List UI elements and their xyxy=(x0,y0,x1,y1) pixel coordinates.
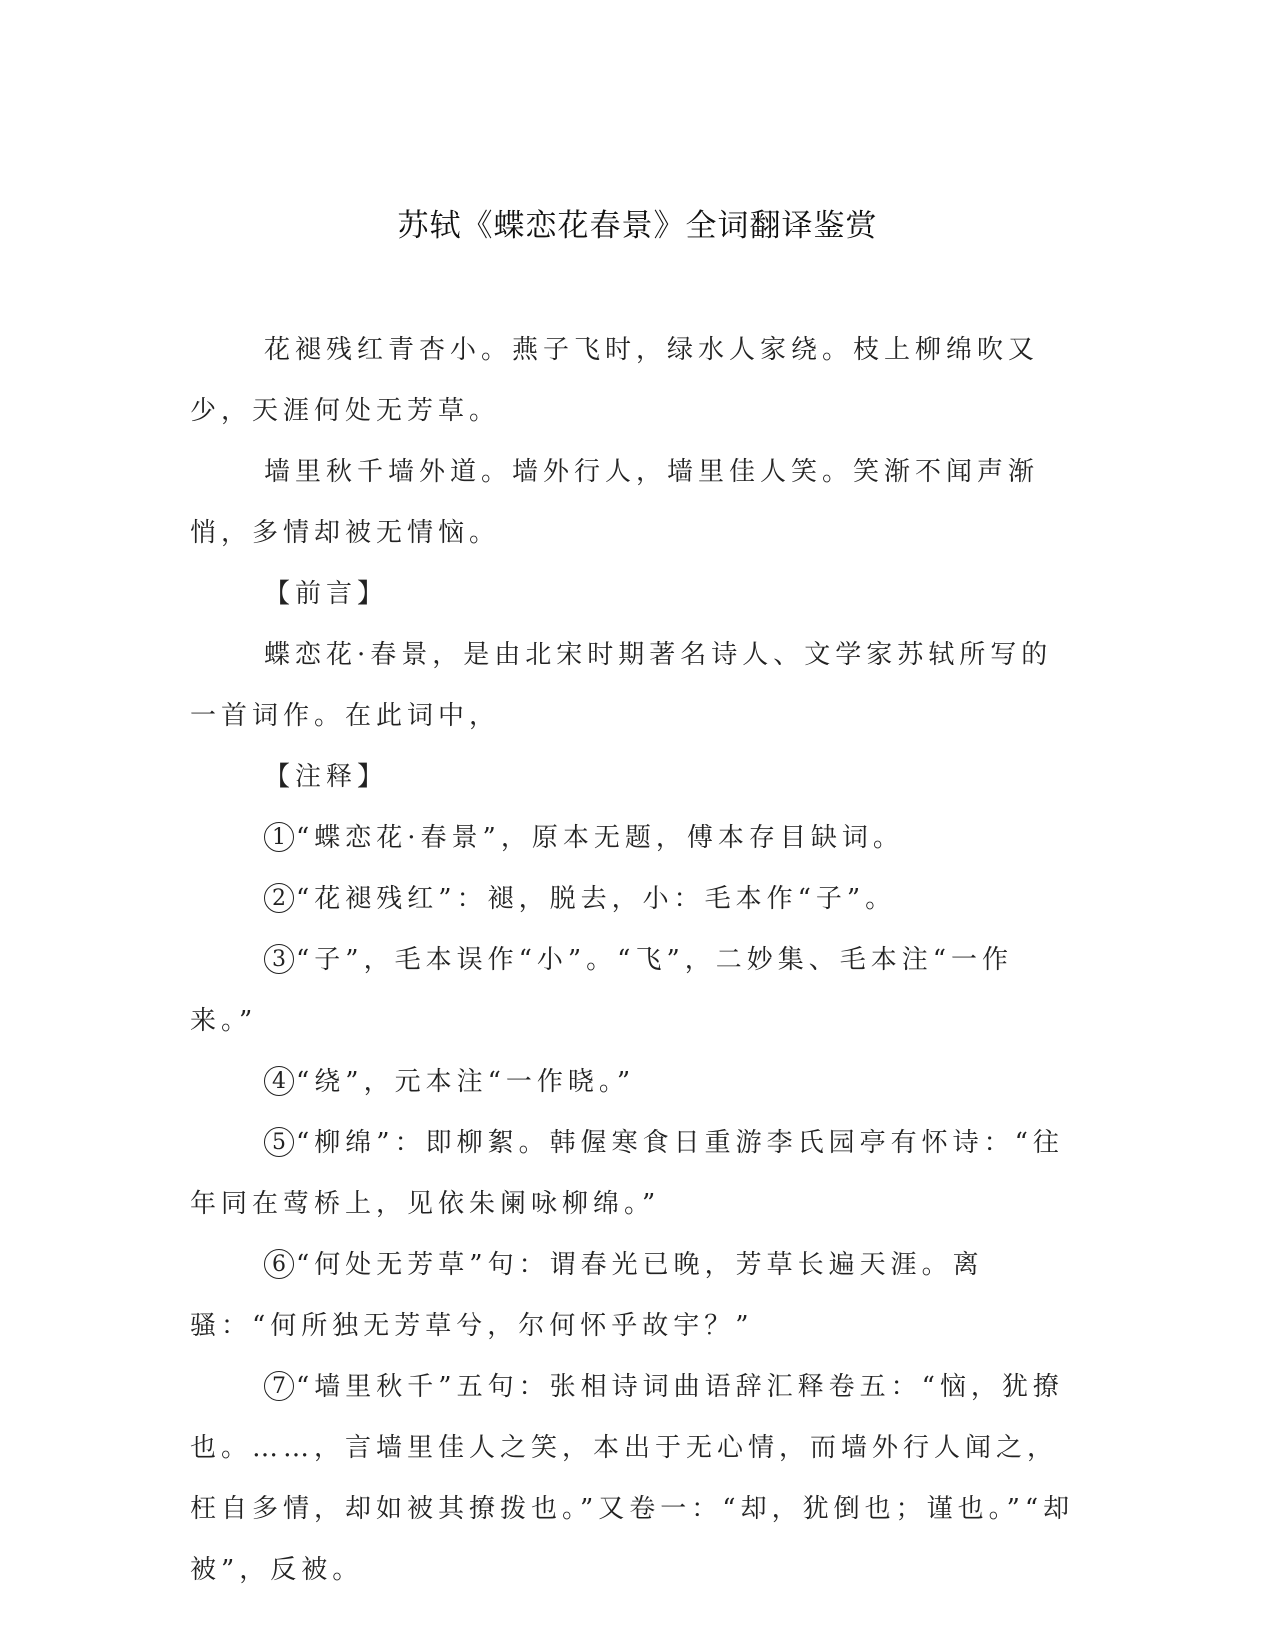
document-title: 苏轼《蝶恋花春景》全词翻译鉴赏 xyxy=(397,208,878,244)
note-number-badge: 2 xyxy=(264,883,294,913)
note-text: “柳绵”：即柳絮。韩偓寒食日重游李氏园亭有怀诗：“往年同在莺桥上，见依朱阑咏柳绵。” xyxy=(190,1128,1064,1219)
note-item xyxy=(190,808,1075,869)
note-number-badge: 4 xyxy=(264,1066,294,1096)
note-item xyxy=(190,1235,1075,1357)
note-text: “墙里秋千”五句：张相诗词曲语辞汇释卷五：“恼，犹撩也。……，言墙里佳人之笑，本出于无心情，而墙外行人闻之，枉自多情，却如被其撩拨也。”又卷一：“却，犹倒也；谨也。”“却被”，反被。 xyxy=(190,1372,1075,1585)
document-body xyxy=(190,320,1075,1601)
note-text: “何处无芳草”句：谓春光已晚，芳草长遍天涯。离骚：“何所独无芳草兮，尔何怀乎故宇？” xyxy=(190,1250,984,1341)
note-number-badge: 7 xyxy=(264,1371,294,1401)
preface-heading: 【前言】 xyxy=(264,579,389,609)
note-item xyxy=(190,1052,1075,1113)
note-text: “花褪残红”：褪，脱去，小：毛本作“子”。 xyxy=(296,884,897,914)
note-text: “子”，毛本误作“小”。“飞”，二妙集、毛本注“一作来。” xyxy=(190,945,1014,1036)
poem-stanza-2: 墙里秋千墙外道。墙外行人，墙里佳人笑。笑渐不闻声渐悄，多情却被无情恼。 xyxy=(190,457,1040,548)
note-text: “绕”，元本注“一作晓。” xyxy=(296,1067,636,1097)
notes-heading: 【注释】 xyxy=(264,762,389,792)
note-number-badge: 6 xyxy=(264,1249,294,1279)
note-number-badge: 5 xyxy=(264,1127,294,1157)
note-item xyxy=(190,1357,1075,1601)
note-item xyxy=(190,869,1075,930)
note-text: “蝶恋花·春景”，原本无题，傅本存目缺词。 xyxy=(296,823,904,853)
poem-stanza-1: 花褪残红青杏小。燕子飞时，绿水人家绕。枝上柳绵吹又少，天涯何处无芳草。 xyxy=(190,335,1040,426)
preface-text: 蝶恋花·春景，是由北宋时期著名诗人、文学家苏轼所写的一首词作。在此词中， xyxy=(190,640,1053,731)
note-number-badge: 3 xyxy=(264,944,294,974)
note-number-badge: 1 xyxy=(264,822,294,852)
note-item xyxy=(190,930,1075,1052)
note-item xyxy=(190,1113,1075,1235)
